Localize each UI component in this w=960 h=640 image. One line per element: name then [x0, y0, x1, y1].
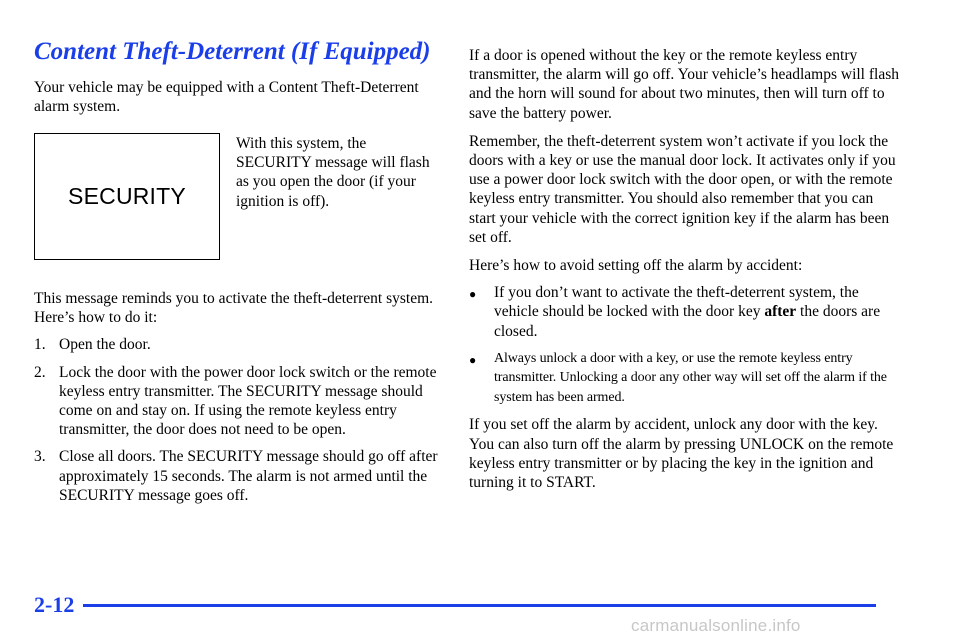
bullet-text-start: If you don’t want to activate the theft-deterrent system, the vehicle should be locked with the door key [494, 284, 859, 321]
security-message-description: With this system, the SECURITY message will flash as you open the door (if your ignition is off). [236, 135, 430, 210]
right-column [469, 46, 899, 492]
page-title: Content Theft-Deterrent (If Equipped) [34, 38, 431, 65]
bullet-icon: ● [469, 352, 477, 367]
step-text: Lock the door with the power door lock switch or the remote keyless entry transmitter. The SECURITY message should come on and stay on. If using the remote keyless entry transmitter, the door does not need to be open. [59, 363, 437, 439]
alarm-paragraph: If a door is opened without the key or the remote keyless entry transmitter, the alarm will go off. Your vehicle’s headlamps will flash and the horn will sound for about two minutes, then will turn off to save the battery power. [469, 47, 899, 122]
bullet-item [469, 349, 899, 408]
activation-steps [34, 335, 444, 505]
intro-paragraph: Your vehicle may be equipped with a Content Theft-Deterrent alarm system. [34, 79, 419, 116]
step-item [34, 335, 444, 354]
page-number: 2-12 [34, 592, 75, 617]
step-item [34, 363, 444, 440]
security-message-display [34, 133, 220, 260]
footer-divider [83, 604, 876, 607]
activation-section [34, 289, 444, 505]
bullet-text: Always unlock a door with a key, or use the remote keyless entry transmitter. Unlocking a door any other way will set off the alarm if the system has been armed. [494, 350, 887, 405]
step-item [34, 447, 444, 505]
step-number: 2. [34, 363, 46, 381]
accidental-alarm-paragraph: If you set off the alarm by accident, unlock any door with the key. You can also turn off the alarm by pressing UNLOCK on the remote keyless entry transmitter or by placing the key in the ignition and turning it to START. [469, 416, 894, 491]
bullet-emphasis: after [764, 303, 797, 321]
step-text: Close all doors. The SECURITY message should go off after approximately 15 seconds. The alarm is not armed until the SECURITY message goes off. [59, 448, 438, 504]
bullet-item [469, 283, 899, 341]
avoid-alarm-intro: Here’s how to avoid setting off the alarm by accident: [469, 257, 803, 275]
remember-paragraph: Remember, the theft-deterrent system won’t activate if you lock the doors with a key or use the manual door lock. It activates only if you use a power door lock switch with the door open, or with the remote keyless entry transmitter. You should also remember that you can start your vehicle with the correct ignition key if the alarm has been set off. [469, 132, 896, 246]
step-number: 1. [34, 336, 46, 354]
security-message-text: SECURITY [68, 183, 186, 209]
avoid-alarm-list [469, 283, 899, 407]
bullet-text [494, 283, 899, 341]
watermark: carmanualsonline.info [631, 616, 801, 635]
step-number: 3. [34, 448, 46, 466]
bullet-icon: ● [469, 287, 477, 302]
reminder-paragraph: This message reminds you to activate the theft-deterrent system. Here’s how to do it: [34, 290, 434, 327]
bullet-text-end: the doors are closed. [494, 303, 881, 340]
step-text: Open the door. [59, 336, 151, 354]
